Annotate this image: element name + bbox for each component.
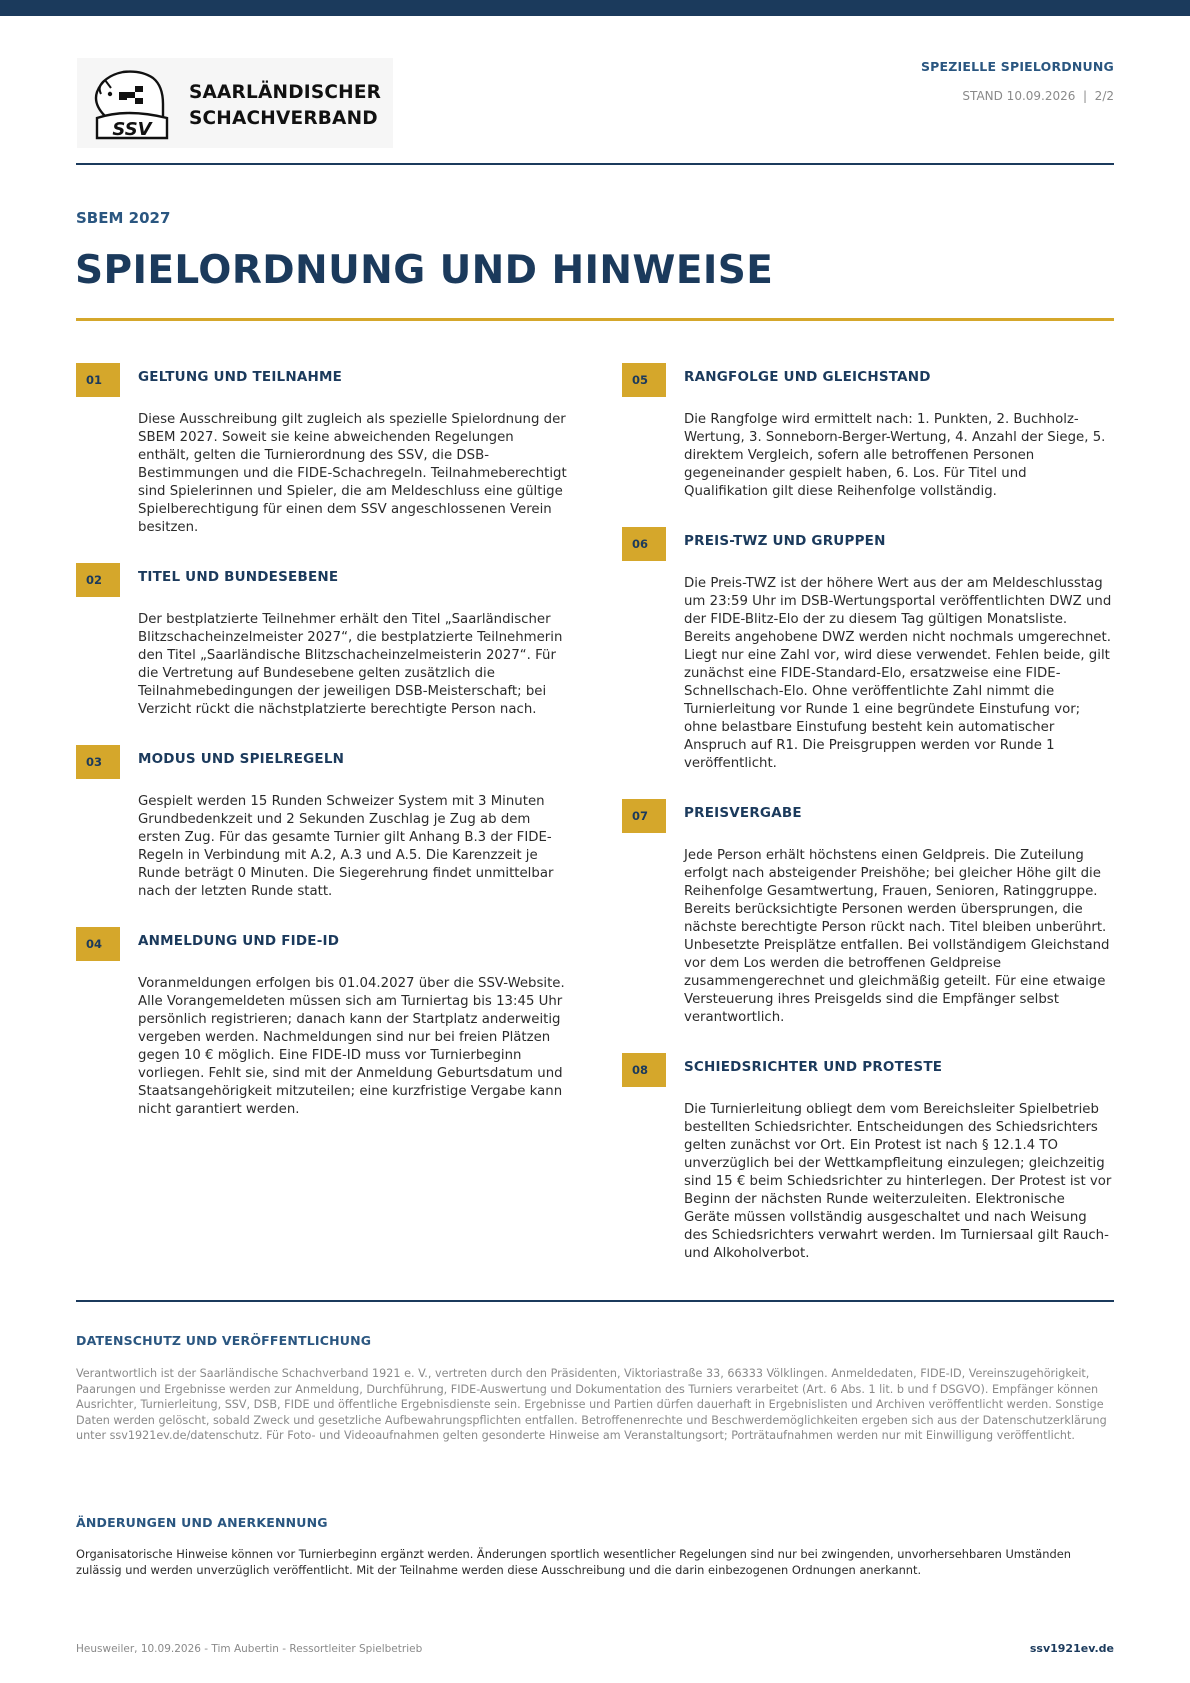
org-name-line1: SAARLÄNDISCHER (189, 82, 382, 103)
logo-ssv-text: SSV (112, 119, 152, 140)
section-body: Die Turnierleitung obliegt dem vom Bereichsleiter Spielbetrieb bestellten Schiedsrichter. Entscheidungen des Schiedsrichters gelten zunächst vor Ort. Ein Protest ist nach § 12.1.4 TO unverzüglich bei der Wettkampfleitung einzulegen; gleichzeitig sind 15 € beim Schiedsrichter zu hinterlegen. Der Protest ist vor Beginn der nächsten Runde weiterzuleiten. Elektronische Geräte müssen vollständig ausgeschaltet und nach Weisung des Schiedsrichters verwahrt werden. Im Turniersaal gilt Rauch- und Alkoholverbot. (684, 1102, 1112, 1261)
top-bar (0, 0, 1190, 16)
left-column (76, 363, 568, 1145)
section-02 (76, 563, 568, 719)
section-number: 02 (76, 563, 120, 597)
section-number: 04 (76, 927, 120, 961)
org-name-line2: SCHACHVERBAND (189, 108, 378, 129)
section-body: Der bestplatzierte Teilnehmer erhält den Titel „Saarländischer Blitzschacheinzelmeister 2027“, die bestplatzierte Teilnehmerin den Titel „Saarländische Blitzschacheinzelmeisterin 2027“. Für die Vertretung auf Bundesebene gelten zusätzlich die Teilnahmebedingungen der jeweiligen DSB-Meisterschaft; bei Verzicht rückt die nächstplatzierte berechtigte Person nach. (138, 612, 563, 717)
changes-body: Organisatorische Hinweise können vor Turnierbeginn ergänzt werden. Änderungen sportlich wesentlicher Regelungen sind nur bei zwingenden, unvorhersehbaren Umständen zulässig und werden unverzüglich veröffentlicht. Mit der Teilnahme werden diese Ausschreibung und die darin einbezogenen Ordnungen anerkannt. (76, 1547, 1071, 1577)
section-body: Die Preis-TWZ ist der höhere Wert aus der am Meldeschlusstag um 23:59 Uhr im DSB-Wertungsportal veröffentlichten DWZ und der FIDE-Blitz-Elo der zu diesem Tag gültigen Monatsliste. Bereits angehobene DWZ werden nicht nochmals umgerechnet. Liegt nur eine Zahl vor, wird diese verwendet. Fehlen beide, gilt zunächst eine FIDE-Standard-Elo, ersatzweise eine FIDE-Schnellschach-Elo. Ohne veröffentlichte Zahl nimmt die Turnierleitung vor Runde 1 eine begründete Einstufung vor; ohne belastbare Einstufung besteht kein automatischer Anspruch auf R1. Die Preisgruppen werden vor Runde 1 veröffentlicht. (684, 576, 1112, 771)
chess-knight-logo-icon (83, 64, 171, 146)
logo (77, 58, 393, 148)
section-title: PREIS-TWZ UND GRUPPEN (684, 533, 886, 549)
section-number: 07 (622, 799, 666, 833)
section-number: 08 (622, 1053, 666, 1087)
notes-divider (76, 1300, 1114, 1302)
privacy-body: Verantwortlich ist der Saarländische Schachverband 1921 e. V., vertreten durch den Präsidenten, Viktoriastraße 33, 66333 Völklingen. Anmeldedaten, FIDE-ID, Vereinszugehörigkeit, Paarungen und Ergebnisse werden zur Anmeldung, Durchführung, FIDE-Auswertung und Dokumentation des Turniers verarbeitet (Art. 6 Abs. 1 lit. b und f DSGVO). Empfänger können Ausrichter, Turnierleitung, SSV, DSB, FIDE und öffentliche Ergebnisdienste sein. Ergebnisse und Partien dürfen dauerhaft in Ergebnislisten und Archiven veröffentlicht werden. Sonstige Daten werden gelöscht, sobald Zweck und gesetzliche Aufbewahrungspflichten entfallen. Betroffenenrechte und Beschwerdemöglichkeiten ergeben sich aus der Datenschutzerklärung unter ssv1921ev.de/datenschutz. Für Foto- und Videoaufnahmen gelten gesonderte Hinweise am Veranstaltungsort; Porträtaufnahmen werden nur mit Einwilligung veröffentlicht. (76, 1367, 1107, 1442)
section-number: 01 (76, 363, 120, 397)
section-title: PREISVERGABE (684, 805, 802, 821)
section-title: GELTUNG UND TEILNAHME (138, 369, 343, 385)
section-number: 05 (622, 363, 666, 397)
section-08 (622, 1053, 1114, 1263)
header-divider (76, 163, 1114, 165)
section-body: Die Rangfolge wird ermittelt nach: 1. Punkten, 2. Buchholz-Wertung, 3. Sonneborn-Berger-Wertung, 4. Anzahl der Siege, 5. direktem Vergleich, sofern alle betroffenen Personen gegeneinander gespielt haben, 6. Los. Für Titel und Qualifikation gilt diese Reihenfolge vollständig. (684, 412, 1106, 499)
changes-title: ÄNDERUNGEN UND ANERKENNUNG (76, 1515, 328, 1530)
section-06 (622, 527, 1114, 773)
section-number: 03 (76, 745, 120, 779)
title-divider (76, 318, 1114, 321)
section-01 (76, 363, 568, 537)
section-07 (622, 799, 1114, 1027)
org-name (189, 80, 381, 132)
footer-website-link[interactable]: ssv1921ev.de (1029, 1642, 1114, 1655)
header-meta-block (921, 59, 1114, 103)
right-column (622, 363, 1114, 1289)
document-stand-page: STAND 10.09.2026 | 2/2 (962, 89, 1114, 103)
section-title: ANMELDUNG UND FIDE-ID (138, 933, 340, 949)
section-body: Diese Ausschreibung gilt zugleich als spezielle Spielordnung der SBEM 2027. Soweit sie keine abweichenden Regelungen enthält, gelten die Turnierordnung des SSV, die DSB-Bestimmungen und die FIDE-Schachregeln. Teilnahmeberechtigt sind Spielerinnen und Spieler, die am Meldeschluss eine gültige Spielberechtigung für einen dem SSV angeschlossenen Verein besitzen. (138, 412, 567, 535)
section-body: Gespielt werden 15 Runden Schweizer System mit 3 Minuten Grundbedenkzeit und 2 Sekunden Zuschlag je Zug ab dem ersten Zug. Für das gesamte Turnier gilt Anhang B.3 der FIDE-Regeln in Verbindung mit A.2, A.3 und A.5. Die Karenzzeit je Runde beträgt 0 Minuten. Die Siegerehrung findet unmittelbar nach der letzten Runde statt. (138, 794, 554, 899)
section-title: MODUS UND SPIELREGELN (138, 751, 345, 767)
document-type: SPEZIELLE SPIELORDNUNG (920, 59, 1114, 74)
footer-signature: Heusweiler, 10.09.2026 - Tim Aubertin - Ressortleiter Spielbetrieb (76, 1643, 423, 1655)
privacy-title: DATENSCHUTZ UND VERÖFFENTLICHUNG (76, 1333, 372, 1348)
section-03 (76, 745, 568, 901)
page-title: SPIELORDNUNG UND HINWEISE (75, 248, 774, 293)
section-body: Jede Person erhält höchstens einen Geldpreis. Die Zuteilung erfolgt nach absteigender Preishöhe; bei gleicher Höhe gilt die Reihenfolge Gesamtwertung, Frauen, Senioren, Ratinggruppe. Bereits berücksichtigte Personen werden übersprungen, die nächste berechtigte Person rückt nach. Titel bleiben unberührt. Unbesetzte Preisplätze entfallen. Bei vollständigem Gleichstand vor dem Los werden die betroffenen Geldpreise zusammengerechnet und gleichmäßig geteilt. Für eine etwaige Versteuerung ihres Preisgelds sind die Empfänger selbst verantwortlich. (684, 848, 1110, 1025)
kicker: SBEM 2027 (76, 209, 171, 227)
section-title: TITEL UND BUNDESEBENE (138, 569, 339, 585)
section-05 (622, 363, 1114, 501)
section-title: RANGFOLGE UND GLEICHSTAND (684, 369, 931, 385)
section-04 (76, 927, 568, 1119)
section-number: 06 (622, 527, 666, 561)
section-title: SCHIEDSRICHTER UND PROTESTE (684, 1059, 943, 1075)
section-body: Voranmeldungen erfolgen bis 01.04.2027 über die SSV-Website. Alle Vorangemeldeten müssen sich am Turniertag bis 13:45 Uhr persönlich registrieren; danach kann der Startplatz anderweitig vergeben werden. Nachmeldungen sind nur bei freien Plätzen gegen 10 € möglich. Eine FIDE-ID muss vor Turnierbeginn vorliegen. Fehlt sie, sind mit der Anmeldung Geburtsdatum und Staatsangehörigkeit mitzuteilen; eine kurzfristige Vergabe kann nicht garantiert werden. (138, 976, 565, 1117)
